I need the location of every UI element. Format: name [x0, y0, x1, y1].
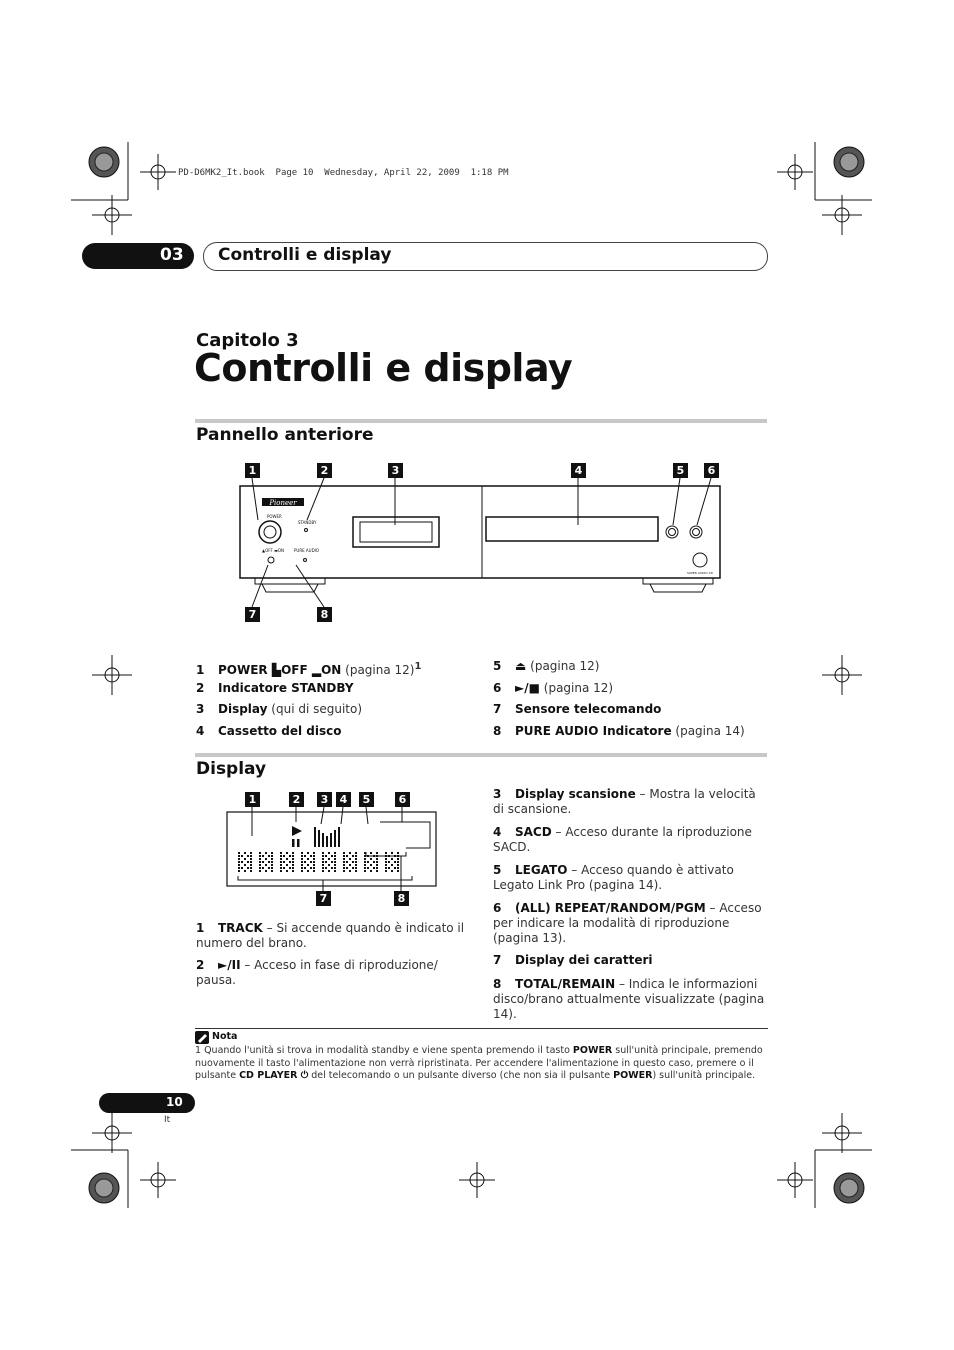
legend-item: 2 Indicatore STANDBY	[196, 681, 354, 695]
legend-item: 8 PURE AUDIO Indicatore (pagina 14)	[493, 724, 745, 738]
legend-item: 1 POWER ▙OFF ▂ON (pagina 12)$^1$	[196, 661, 422, 677]
legend-item: 1 TRACK – Si accende quando è indicato il numero del brano.	[196, 921, 465, 950]
legend-item: 5 LEGATO – Acceso quando è attivato Legato Link Pro (pagina 14).	[493, 863, 734, 892]
dot-matrix-characters	[238, 852, 399, 872]
legend-item: 6 ►/■ (pagina 12)	[493, 681, 614, 695]
label-standby: STANDBY	[298, 520, 317, 525]
legend-item: 4 Cassetto del disco	[196, 724, 342, 738]
callout-badge: 8	[317, 607, 332, 622]
callout-badge: 2	[289, 792, 304, 807]
legend-item: 2 ►/II – Acceso in fase di riproduzione/ pausa.	[196, 958, 438, 987]
legend-item: 6 (ALL) REPEAT/RANDOM/PGM – Acceso per indicare la modalità di riproduzione (pagina 13).	[493, 901, 762, 945]
callout-badge: 6	[704, 463, 719, 478]
label-power: POWER	[267, 514, 282, 519]
chapter-title: Controlli e display	[218, 245, 392, 265]
note-rule	[195, 1028, 768, 1029]
language-code: It	[164, 1115, 171, 1125]
label-pure-audio: PURE AUDIO	[294, 548, 319, 553]
callout-badge: 4	[336, 792, 351, 807]
label-off-on: ▲OFF ▬ON	[262, 548, 285, 553]
page-title: Controlli e display	[194, 346, 573, 390]
note-icon	[195, 1031, 211, 1045]
note-label: Nota	[212, 1031, 238, 1042]
scan-bars	[314, 827, 340, 847]
chapter-label: Capitolo 3	[196, 330, 299, 351]
section-title-display: Display	[196, 759, 267, 779]
section-title-front-panel: Pannello anteriore	[196, 425, 374, 445]
callout-badge: 8	[394, 891, 409, 906]
note-body: 1 Quando l'unità si trova in modalità standby e viene spenta premendo il tasto POWER sull'unità principale, premendo nuovamente il tasto l'alimentazione non verrà ripristinata. Per accendere l'alimentazione in questo caso, premere o il pulsante CD PLAYER ⏻ del telecomando o un pulsante diverso (che non sia il pulsante POWER) sull'unità principale.	[195, 1045, 763, 1081]
callout-badge: 5	[359, 792, 374, 807]
legend-item: 7 Display dei caratteri	[493, 953, 653, 967]
callout-badge: 1	[245, 792, 260, 807]
callout-badge: 6	[395, 792, 410, 807]
legend-item: 7 Sensore telecomando	[493, 702, 662, 716]
brand-logo: Pioneer	[269, 499, 297, 507]
page-number: 10	[166, 1095, 183, 1109]
callout-badge: 1	[245, 463, 260, 478]
sacd-logo: SUPER AUDIO CD	[686, 571, 714, 575]
legend-item: 8 TOTAL/REMAIN – Indica le informazioni disco/brano attualmente visualizzate (pagina 14).	[493, 977, 765, 1021]
print-header: PD-D6MK2_It.book Page 10 Wednesday, April 22, 2009 1:18 PM	[178, 168, 509, 178]
callout-badge: 4	[571, 463, 586, 478]
legend-item: 3 Display (qui di seguito)	[196, 702, 363, 716]
callout-badge: 3	[388, 463, 403, 478]
callout-badge: 3	[317, 792, 332, 807]
callout-badge: 7	[316, 891, 331, 906]
callout-badge: 7	[245, 607, 260, 622]
chapter-number: 03	[160, 245, 184, 265]
legend-item: 5 ⏏ (pagina 12)	[493, 659, 600, 673]
legend-item: 4 SACD – Acceso durante la riproduzione SACD.	[493, 825, 752, 854]
callout-badge: 2	[317, 463, 332, 478]
legend-item: 3 Display scansione – Mostra la velocità di scansione.	[493, 787, 756, 816]
callout-badge: 5	[673, 463, 688, 478]
